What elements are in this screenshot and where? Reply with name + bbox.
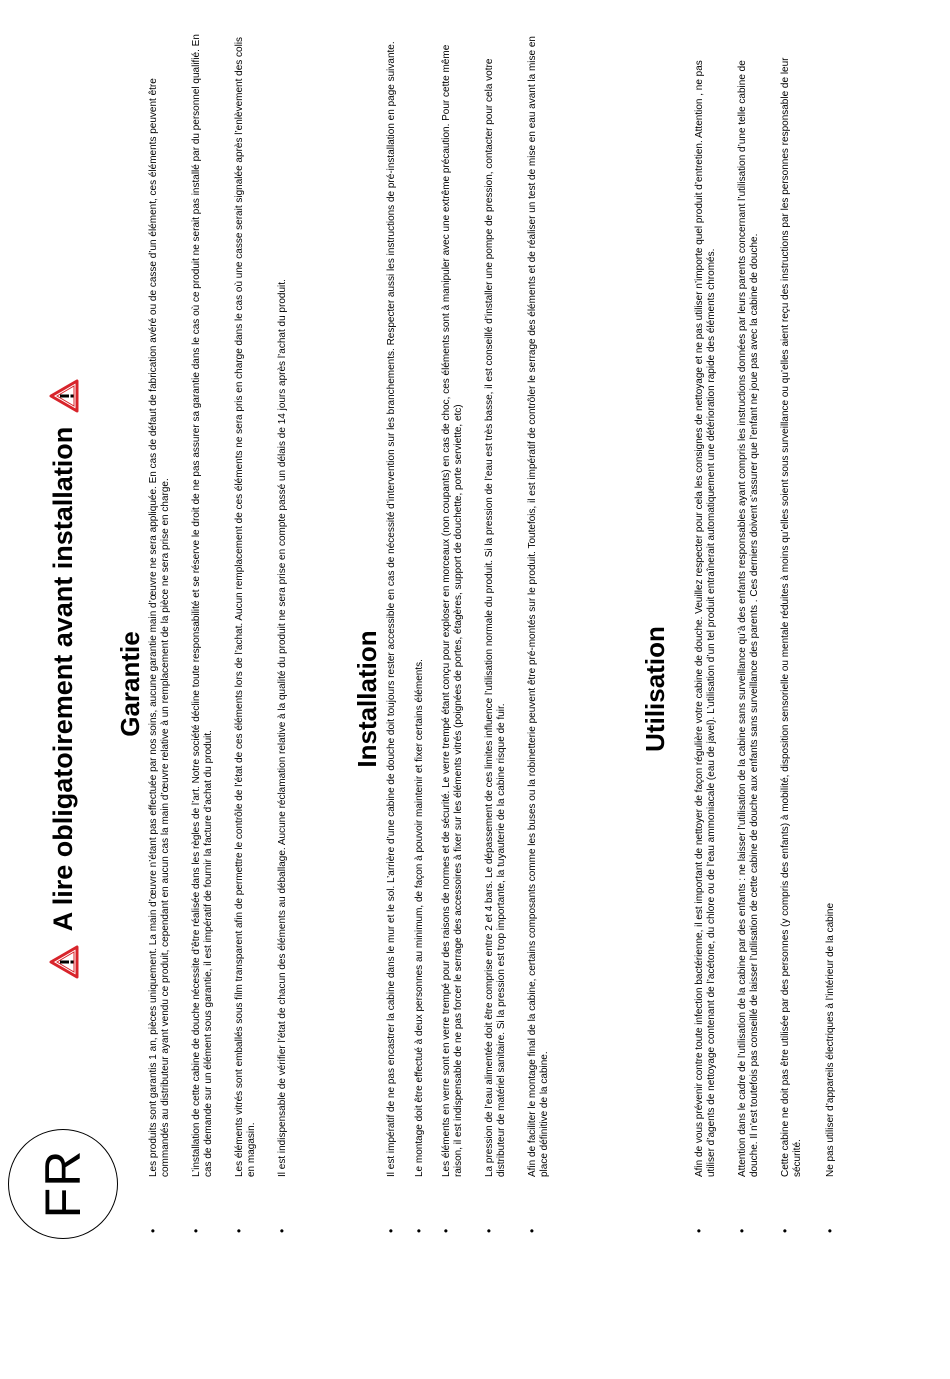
warning-icon: [49, 379, 79, 413]
list-item: [825, 33, 837, 1233]
list-item-text: Ne pas utiliser d’appareils électriques à l’intérieur de la cabine: [825, 902, 836, 1177]
list-item: [484, 33, 507, 1233]
list-item: [737, 33, 760, 1233]
list-item: [694, 33, 717, 1233]
list-item-text: Il est indispensable de vérifier l’état de chacun des éléments au déballage. Aucune réclamation relative à la qualité du produit ne sera prise en compte passé un délais de 14 jours après l’achat du produit.: [277, 279, 288, 1177]
list-item-text: Les produits sont garantis 1 an, pièces uniquement. La main d’œuvre n’étant pas effectuée par nos soins, aucune garantie main d’œuvre ne sera appliquée. En cas de défaut de fabrication avéré ou de casse d’un élément, ces éléments peuvent être commandés au distributeur ayant vendu ce produit, cependant en aucun cas la main d’œuvre relative à un remplacement de la pièce ne sera prise en charge.: [148, 78, 171, 1177]
language-badge: FR: [8, 1129, 118, 1239]
list-item-text: Afin de vous prévenir contre toute infection bactérienne, il est important de nettoyer de façon régulière votre cabine de douche. Veuillez respecter pour cela les consignes de nettoyage et ne pas utiliser n’importe quel produit d’entretien. Attention , ne pas utiliser d’agents de nettoyage contenant de l’acétone, du chlore ou de l’eau ammoniacale (eau de javel). L’utilisation d’un tel produit entraînerait automatiquement une détérioration rapide des éléments chromés.: [694, 60, 717, 1177]
warning-icon: [49, 945, 79, 979]
list-item-text: Le montage doit être effectué à deux personnes au minimum, de façon à pouvoir maintenir et fixer certains éléments.: [413, 659, 425, 1177]
list-item: [527, 33, 550, 1233]
bullet: •: [232, 1228, 246, 1233]
list-item: [780, 33, 803, 1233]
list-item-text: La pression de l’eau alimentée doit être comprise entre 2 et 4 bars. Le dépassement de ces limites influence l’utilisation normale du produit. Si la pression de l’eau est très basse, il est conseillé d’installer une pompe de pression, contacter pour cela votre distributeur de matériel sanitaire. Si la pression est trop importante, la tuyauterie de la cabine risque de fuir.: [484, 58, 507, 1177]
bullet: •: [735, 1228, 749, 1233]
section-title-installation: Installation: [352, 630, 382, 768]
list-item-text: Attention dans le cadre de l’utilisation de la cabine par des enfants : ne laisser l’utilisation de la cabine sans surveillance qu’à des enfants responsables ayant compris les instructions données par leurs parents concernant l’utilisation d’une telle cabine de douche. Il n’est toutefois pas conseillé de laisser l’utilisation de cette cabine de douche aux enfants sans surveillance des parents . Ces derniers doivent s’assurer que l’enfant ne joue pas avec la cabine de douche.: [737, 60, 760, 1177]
bullet: •: [384, 1228, 398, 1233]
list-item-text: Cette cabine ne doit pas être utilisée par des personnes (y compris des enfants) à mobilité, disposition sensorielle ou mentale réduites à moins qu’elles soient sous surveillance ou qu’elles aient reçu des instructions par les personnes responsable de leur sécurité.: [780, 57, 803, 1177]
bullet: •: [439, 1228, 453, 1233]
list-item: [148, 33, 171, 1233]
utilisation-list: [694, 33, 837, 1233]
bullet: •: [189, 1228, 203, 1233]
list-item: [411, 33, 426, 1233]
list-item: [441, 33, 464, 1233]
bullet: •: [275, 1228, 289, 1233]
list-item-text: Il est impératif de ne pas encastrer la cabine dans le mur et le sol. L’arrière d’une cabine de douche doit toujours rester accessible en cas de nécessité d’intervention sur les branchements. Respecter aussi les instructions de pré-installation en page suivante.: [386, 41, 397, 1177]
garantie-list: [148, 33, 289, 1233]
list-item-text: Afin de faciliter le montage final de la cabine, certains composants comme les buses ou la robinetterie peuvent être pré-montés sur le produit. Toutefois, il est impératif de contrôler le serrage des éléments et de réaliser un test de mise en eau avant la mise en place définitive de la cabine.: [527, 36, 550, 1177]
bullet: •: [146, 1228, 160, 1233]
list-item: [277, 33, 289, 1233]
section-title-utilisation: Utilisation: [640, 626, 670, 752]
list-item-text: Les éléments vitrés sont emballés sous film transparent afin de permettre le contrôle de l’état de ces éléments lors de l’achat. Aucun remplacement de ces éléments ne sera pris en charge dans le cas où une casse serait signalée après l’enlèvement des colis en magasin.: [234, 36, 257, 1177]
list-item-text: L’installation de cette cabine de douche nécessite d’être réalisée dans les règles de l’art. Notre société décline toute responsabilité et se réserve le droit de ne pas assurer sa garantie dans le cas où ce produit ne serait pas installé par du personnel qualifié. En cas de demande sur un élément sous garantie, il est impératif de fournir la facture d’achat du produit.: [191, 34, 214, 1177]
list-item: [191, 33, 214, 1233]
list-item-text: Les éléments en verre sont en verre trempé pour des raisons de normes et de sécurité. Le verre trempé étant conçu pour exploser en morceaux (non coupants) en cas de choc, ces éléments sont à manipuler avec une extrême précaution. Pour cette même raison, il est indispensable de ne pas forcer le serrage des accessoires à fixer sur les éléments vitrés (poignées de portes, étagères, support de douchette, porte serviette, etc): [441, 44, 464, 1177]
list-item: [234, 33, 257, 1233]
page-title: A lire obligatoirement avant installation: [48, 426, 78, 932]
bullet: •: [411, 1228, 426, 1233]
bullet: •: [778, 1228, 792, 1233]
bullet: •: [692, 1228, 706, 1233]
installation-list: [386, 33, 550, 1233]
bullet: •: [823, 1228, 837, 1233]
main-title-row: [48, 359, 79, 999]
bullet: •: [482, 1228, 496, 1233]
list-item: [386, 33, 398, 1233]
bullet: •: [525, 1228, 539, 1233]
section-title-garantie: Garantie: [115, 631, 145, 737]
